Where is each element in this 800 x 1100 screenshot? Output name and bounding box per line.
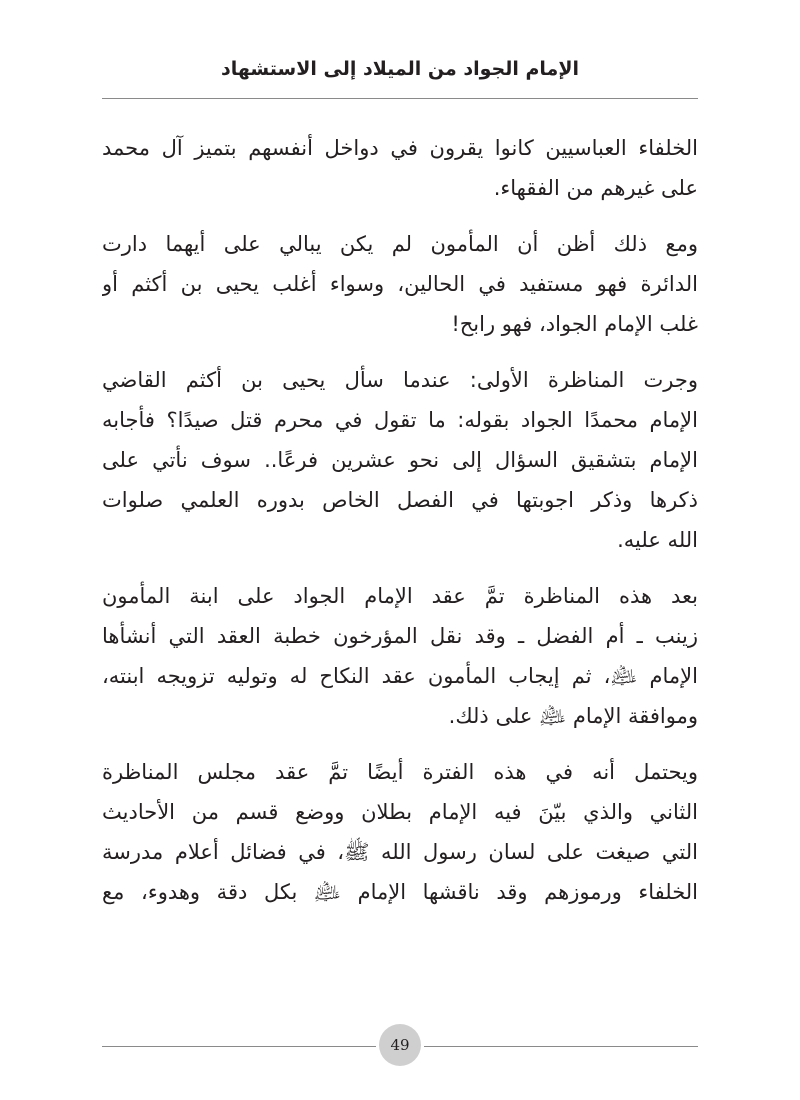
paragraph: [102, 752, 698, 912]
text-line: الثاني والذي بيّنَ فيه الإمام بطلان ووضع قسم من الأحاديث: [102, 800, 698, 824]
body-text: [102, 128, 698, 928]
text-line: بعد هذه المناظرة تمَّ عقد الإمام الجواد على ابنة المأمون: [102, 584, 698, 608]
text-line: ذكرها وذكر اجوبتها في الفصل الخاص بدوره العلمي صلوات: [102, 488, 698, 512]
running-header: الإمام الجواد من الميلاد إلى الاستشهاد: [221, 58, 579, 80]
footer-rule-right: [424, 1046, 698, 1047]
text-line: غلب الإمام الجواد، فهو رابح!: [451, 312, 698, 336]
text-line: الخلفاء العباسيين كانوا يقرون في دواخل أنفسهم بتميز آل محمد: [102, 136, 698, 160]
header-rule: [102, 98, 698, 99]
paragraph: [102, 360, 698, 560]
text-line: الله عليه.: [617, 528, 698, 552]
text-line: ويحتمل أنه في هذه الفترة أيضًا تمَّ عقد مجلس المناظرة: [102, 760, 698, 784]
text-line: ومع ذلك أظن أن المأمون لم يكن يبالي على أيهما دارت: [102, 232, 698, 256]
text-line: على غيرهم من الفقهاء.: [493, 176, 698, 200]
text-line: زينب ـ أم الفضل ـ وقد نقل المؤرخون خطبة العقد التي أنشأها: [102, 624, 698, 648]
text-line: الإمام ﵇، ثم إيجاب المأمون عقد النكاح له وتوليه تزويجه ابنته،: [102, 664, 698, 688]
page-number: 49: [379, 1024, 421, 1066]
text-line: وموافقة الإمام ﵇ على ذلك.: [448, 704, 698, 728]
text-line: الدائرة فهو مستفيد في الحالين، وسواء أغلب يحيى بن أكثم أو: [102, 272, 698, 296]
text-line: الخلفاء ورموزهم وقد ناقشها الإمام ﵇ بكل دقة وهدوء، مع: [102, 880, 698, 904]
footer-rule-left: [102, 1046, 376, 1047]
paragraph: [102, 576, 698, 736]
text-line: التي صيغت على لسان رسول الله ﷺ، في فضائل أعلام مدرسة: [102, 840, 698, 864]
paragraph: [102, 224, 698, 344]
text-line: الإمام محمدًا الجواد بقوله: ما تقول في محرم قتل صيدًا؟ فأجابه: [102, 408, 698, 432]
paragraph: [102, 128, 698, 208]
text-line: وجرت المناظرة الأولى: عندما سأل يحيى بن أكثم القاضي: [102, 368, 698, 392]
text-line: الإمام بتشقيق السؤال إلى نحو عشرين فرعًا.. سوف نأتي على: [102, 448, 698, 472]
